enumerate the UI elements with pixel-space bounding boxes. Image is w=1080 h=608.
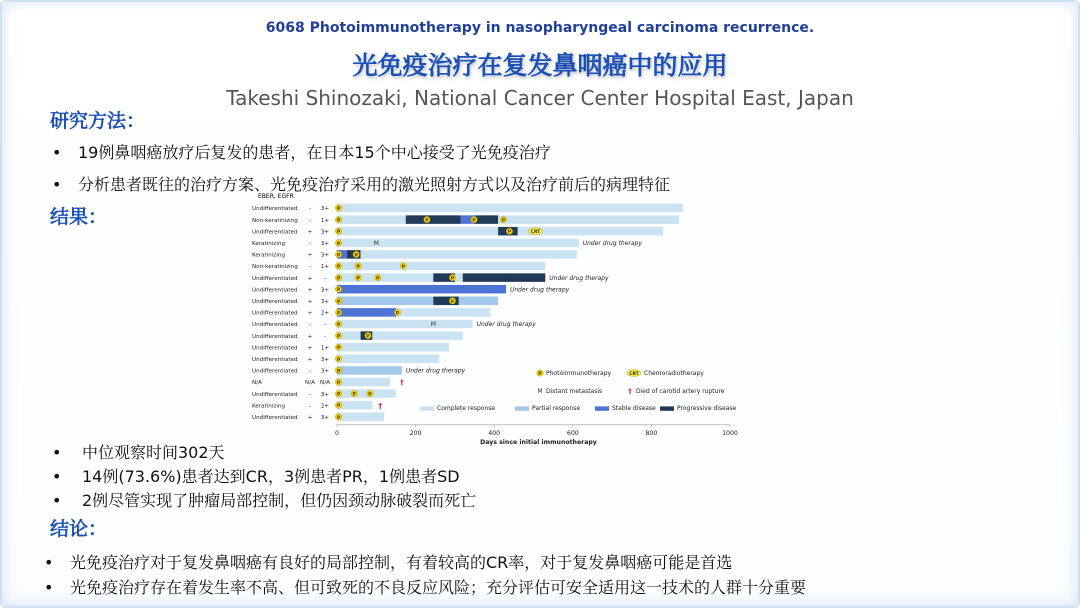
bar-segment-complete — [337, 389, 396, 398]
legend-label: Photoimmunotherapy — [546, 370, 612, 377]
patient-eber-label: - — [308, 217, 312, 224]
patient-note: Under drug therapy — [549, 274, 609, 282]
patient-eber-label: + — [307, 229, 313, 236]
bullet-icon: • — [52, 175, 62, 194]
bar-segment-progressive — [406, 215, 461, 224]
conclusion-item-1 — [44, 550, 732, 573]
legend-label: Stable disease — [612, 405, 656, 412]
legend-label: Chemoradiotherapy — [644, 370, 704, 377]
legend-crt-icon-label: CRT — [629, 371, 639, 377]
patient-egfr-label: 3+ — [320, 252, 330, 259]
metastasis-marker: M — [430, 321, 436, 329]
patient-eber-label: + — [307, 333, 313, 340]
patient-egfr-label: 1+ — [320, 345, 330, 352]
bar-segment-progressive — [475, 215, 499, 224]
patient-egfr-label: 3+ — [320, 287, 330, 294]
pit-marker-label: P — [450, 276, 455, 282]
bar-segment-complete — [337, 204, 683, 213]
patient-egfr-label: 2+ — [320, 310, 330, 317]
pit-marker-label: P — [450, 299, 455, 305]
pit-marker-label: P — [336, 288, 341, 294]
pit-marker-label: P — [425, 218, 429, 224]
patient-note: Under drug therapy — [405, 367, 466, 375]
legend-swatch-stable — [595, 406, 609, 410]
bar-segment-complete — [361, 250, 577, 259]
pit-marker-label: P — [356, 276, 360, 282]
results-item-3 — [52, 488, 476, 511]
legend-label: Distant metastasis — [546, 388, 603, 395]
patient-histology-label: Undifferentiated — [252, 206, 298, 213]
patient-eber-label: N/A — [305, 380, 315, 387]
results-item-1 — [52, 440, 225, 463]
patient-eber-label: - — [308, 264, 312, 271]
conclusion-item-2 — [44, 575, 806, 598]
pit-marker-label: P — [336, 369, 341, 375]
bar-segment-complete — [337, 273, 433, 282]
patient-histology-label: Undifferentiated — [252, 322, 298, 329]
patient-histology-label: Keratinizing — [252, 252, 285, 259]
patient-eber-label: + — [307, 287, 313, 294]
bar-segment-complete — [337, 401, 372, 410]
pit-marker-label: P — [336, 218, 341, 224]
results-item-2-text: 14例(73.6%)患者达到CR，3例患者PR，1例患者SD — [82, 467, 460, 486]
legend-swatch-partial — [515, 406, 529, 410]
patient-egfr-label: N/A — [320, 380, 330, 387]
death-marker: † — [378, 401, 382, 410]
metastasis-marker: M — [373, 240, 379, 247]
bar-segment-complete — [337, 227, 498, 236]
patient-histology-label: Keratinizing — [252, 241, 285, 247]
pit-marker-label: P — [336, 357, 341, 363]
pit-marker-label: P — [336, 404, 341, 410]
pit-marker-label: P — [401, 265, 406, 270]
results-heading: 结果： — [50, 206, 108, 228]
bar-segment-progressive — [463, 273, 546, 282]
patient-egfr-label: 3+ — [320, 229, 330, 236]
metastasis-marker: M — [509, 274, 515, 282]
x-tick-label: 400 — [488, 429, 501, 437]
patient-egfr-label: 3+ — [320, 391, 330, 398]
bullet-icon: • — [44, 553, 54, 572]
patient-note: Under drug therapy — [509, 286, 570, 294]
pit-marker-label: P — [336, 241, 341, 247]
pit-marker-label: P — [336, 415, 341, 421]
patient-egfr-label: 3+ — [320, 357, 330, 363]
bar-segment-complete — [396, 308, 490, 317]
bar-segment-complete — [337, 262, 545, 271]
patient-histology-label: Undifferentiated — [252, 357, 298, 363]
bar-segment-complete — [498, 215, 679, 224]
x-tick-label: 1000 — [722, 429, 738, 437]
pit-marker-label: P — [336, 381, 341, 386]
patient-egfr-label: 2+ — [320, 403, 330, 410]
bar-segment-partial — [337, 366, 402, 375]
patient-histology-label: Undifferentiated — [252, 229, 298, 236]
bar-segment-stable — [337, 308, 396, 317]
pit-marker-label: P — [336, 299, 341, 305]
x-tick-label: 800 — [645, 429, 658, 437]
bullet-icon: • — [52, 443, 62, 462]
bar-segment-stable — [337, 285, 506, 294]
x-tick-label: 600 — [566, 429, 579, 437]
patient-egfr-label: - — [323, 333, 327, 340]
legend-label: Partial response — [532, 405, 581, 412]
pit-marker-label: P — [507, 230, 512, 236]
patient-egfr-label: - — [323, 275, 327, 282]
pit-marker-label: P — [395, 311, 400, 317]
conclusion-item-1-text: 光免疫治疗对于复发鼻咽癌有良好的局部控制，有着较高的CR率，对于复发鼻咽癌可能是首选 — [70, 553, 733, 572]
pit-marker-label: P — [501, 218, 506, 224]
patient-eber-label: - — [308, 322, 312, 329]
bullet-icon: • — [52, 143, 62, 162]
patient-note: Under drug therapy — [582, 240, 642, 247]
slide-title-en: 6068 Photoimmunotherapy in nasopharyngeal carcinoma recurrence. — [265, 20, 815, 36]
pit-marker-label: P — [472, 218, 476, 224]
legend-label: Died of carotid artery rupture — [636, 388, 725, 395]
legend-pit-icon-label: P — [538, 372, 542, 377]
conclusion-item-2-text: 光免疫治疗存在着发生率不高、但可致死的不良反应风险；充分评估可安全适用这一技术的人群十分重要 — [70, 578, 807, 597]
legend-label: Progressive disease — [677, 405, 737, 412]
patient-histology-label: Non-keratinizing — [252, 264, 298, 271]
results-item-2 — [52, 464, 460, 487]
patient-eber-label: + — [307, 415, 313, 421]
bullet-icon: • — [52, 491, 62, 510]
legend-swatch-progressive — [660, 406, 674, 410]
chart-header-label: EBER, EGFR — [258, 193, 294, 200]
pit-marker-label: P — [356, 265, 360, 270]
pit-marker-label: P — [336, 265, 341, 270]
bar-segment-complete — [372, 331, 462, 340]
patient-egfr-label: 3+ — [320, 206, 330, 213]
patient-eber-label: + — [307, 357, 313, 363]
patient-histology-label: Undifferentiated — [252, 345, 298, 352]
bar-segment-complete — [337, 320, 473, 329]
patient-egfr-label: 3+ — [320, 368, 330, 375]
bar-segment-complete — [337, 378, 390, 387]
pit-marker-label: P — [336, 230, 341, 236]
patient-egfr-label: 3+ — [320, 299, 330, 305]
patient-egfr-label: 1+ — [320, 264, 330, 271]
pit-marker-label: P — [336, 334, 341, 340]
legend-swatch-complete — [420, 406, 434, 410]
legend-label: Complete response — [437, 405, 496, 412]
bar-segment-complete — [337, 413, 384, 422]
pit-marker-label: P — [336, 207, 341, 212]
bar-segment-complete — [337, 355, 439, 364]
bar-segment-complete — [337, 215, 406, 224]
patient-eber-label: - — [308, 403, 312, 410]
pit-marker-label: P — [336, 253, 341, 259]
results-item-3-text: 2例尽管实现了肿瘤局部控制，但仍因颈动脉破裂而死亡 — [82, 491, 477, 510]
x-tick-label: 200 — [409, 429, 422, 437]
patient-eber-label: + — [307, 299, 313, 305]
slide-title-zh: 光免疫治疗在复发鼻咽癌中的应用 — [352, 51, 728, 80]
bullet-icon: • — [52, 467, 62, 486]
x-tick-label: 0 — [335, 429, 339, 437]
pit-marker-label: P — [336, 346, 341, 352]
patient-eber-label: - — [308, 241, 312, 247]
patient-egfr-label: 3+ — [320, 241, 330, 247]
bar-segment-complete — [337, 343, 449, 352]
patient-histology-label: Undifferentiated — [252, 310, 298, 317]
patient-histology-label: Undifferentiated — [252, 368, 298, 375]
patient-eber-label: + — [307, 275, 313, 282]
methods-item-2-text: 分析患者既往的治疗方案、光免疫治疗采用的激光照射方式以及治疗前后的病理特征 — [78, 175, 671, 194]
pit-marker-label: P — [376, 276, 380, 282]
patient-histology-label: Undifferentiated — [252, 275, 298, 282]
pit-marker-label: P — [366, 334, 370, 340]
pit-marker-label: P — [336, 323, 341, 328]
patient-note: Under drug therapy — [476, 321, 536, 329]
patient-egfr-label: - — [323, 322, 327, 329]
pit-marker-label: P — [336, 392, 341, 398]
patient-eber-label: - — [308, 368, 312, 375]
methods-item-1 — [52, 140, 551, 163]
legend-metastasis-icon: M — [537, 388, 543, 395]
results-item-1-text: 中位观察时间302天 — [82, 443, 225, 462]
pit-marker-label: P — [352, 392, 356, 398]
patient-eber-label: - — [308, 206, 312, 213]
bullet-icon: • — [44, 578, 54, 597]
methods-item-1-text: 19例鼻咽癌放疗后复发的患者，在日本15个中心接受了光免疫治疗 — [78, 143, 551, 162]
conclusion-heading: 结论： — [50, 518, 108, 540]
pit-marker-label: P — [354, 253, 358, 259]
patient-egfr-label: 3+ — [320, 415, 330, 421]
bar-segment-complete — [455, 273, 463, 282]
bar-segment-partial — [459, 297, 498, 306]
pit-marker-label: P — [368, 392, 372, 398]
methods-heading: 研究方法： — [50, 110, 146, 132]
x-axis-title: Days since initial immunotherapy — [480, 438, 597, 446]
patient-histology-label: Undifferentiated — [252, 391, 298, 398]
patient-histology-label: Undifferentiated — [252, 333, 298, 340]
patient-eber-label: + — [307, 310, 313, 317]
patient-histology-label: Undifferentiated — [252, 299, 298, 305]
patient-egfr-label: 1+ — [320, 217, 330, 224]
patient-histology-label: Keratinizing — [252, 403, 285, 410]
patient-histology-label: N/A — [252, 380, 262, 387]
bar-segment-partial — [337, 297, 433, 306]
pit-marker-label: P — [336, 311, 341, 317]
swimmer-chart — [250, 188, 750, 454]
patient-eber-label: + — [307, 345, 313, 352]
patient-eber-label: - — [308, 391, 312, 398]
legend-death-icon: † — [628, 387, 632, 396]
patient-eber-label: + — [307, 252, 313, 259]
patient-histology-label: Non-keratinizing — [252, 217, 298, 224]
pit-marker-label: P — [336, 276, 341, 282]
slide-author: Takeshi Shinozaki, National Cancer Center Hospital East, Japan — [226, 86, 854, 110]
crt-marker-label: CRT — [530, 230, 541, 235]
patient-histology-label: Undifferentiated — [252, 415, 298, 421]
patient-histology-label: Undifferentiated — [252, 287, 298, 294]
death-marker: † — [400, 378, 404, 387]
